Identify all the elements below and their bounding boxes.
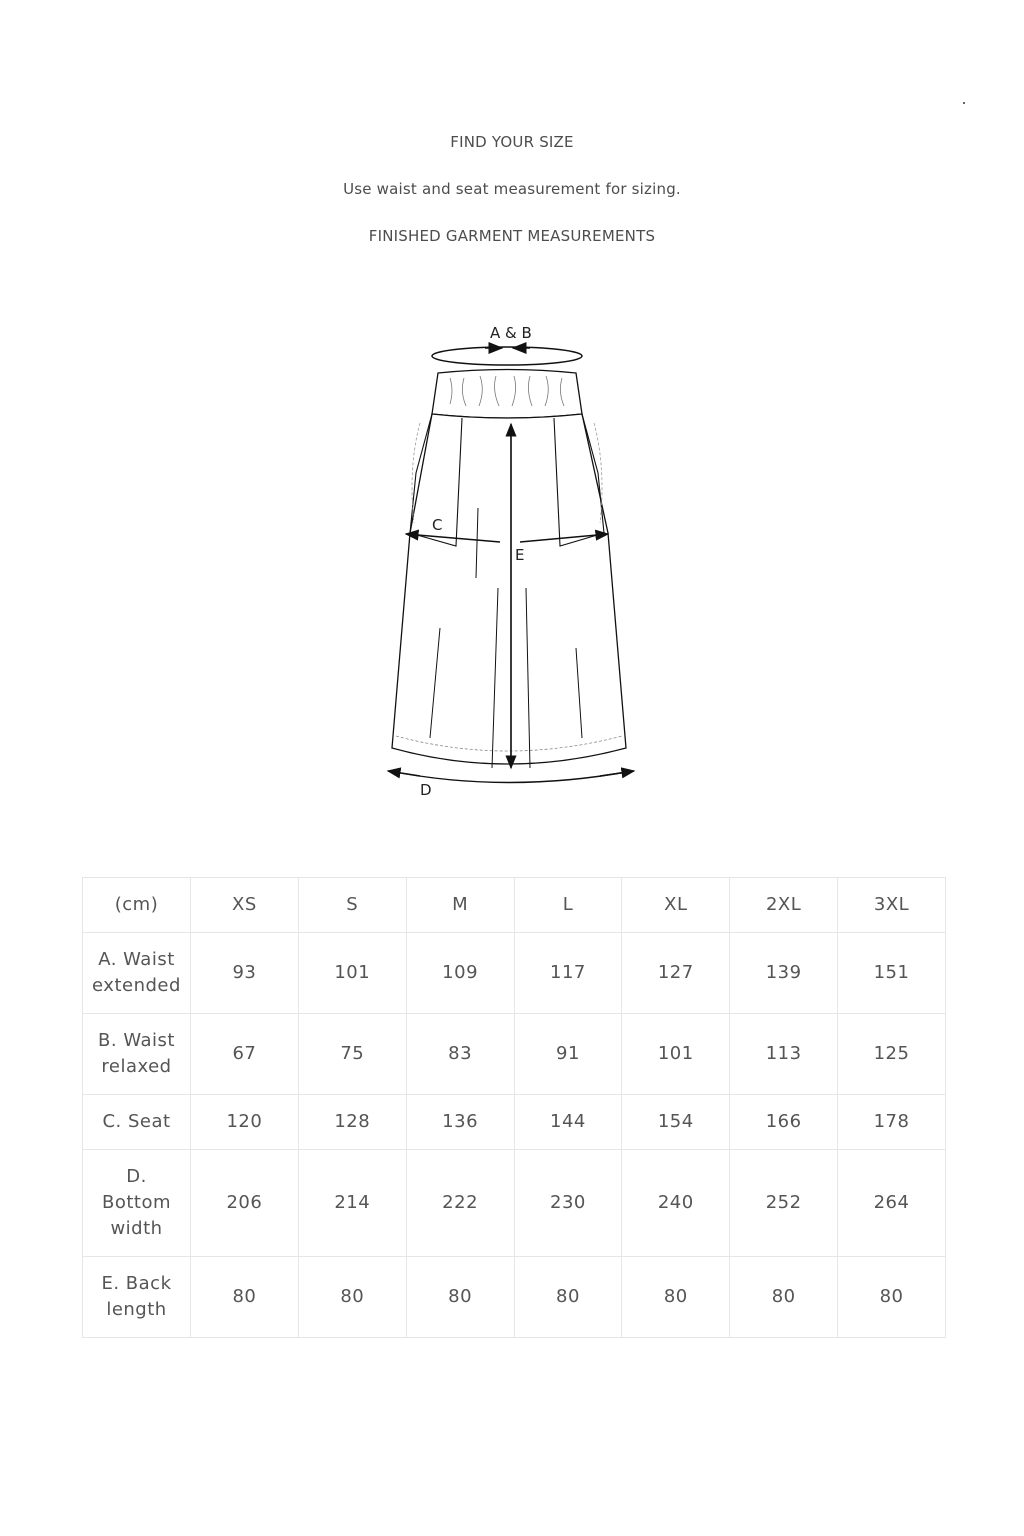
size-chart-table [82, 877, 946, 1338]
label-ab: A & B [490, 324, 532, 342]
table-cell: 80 [730, 1257, 838, 1338]
table-row [83, 1014, 946, 1095]
table-cell: 128 [298, 1095, 406, 1150]
table-cell: 117 [514, 933, 622, 1014]
table-cell: 101 [622, 1014, 730, 1095]
table-cell: 151 [838, 933, 946, 1014]
row-label: D. Bottom width [83, 1150, 191, 1257]
skirt-diagram [380, 318, 650, 818]
table-cell: 125 [838, 1014, 946, 1095]
size-header-xl: XL [622, 878, 730, 933]
skirt-body [392, 414, 626, 764]
stray-dot [963, 102, 965, 104]
table-cell: 80 [406, 1257, 514, 1338]
size-header-l: L [514, 878, 622, 933]
size-header-m: M [406, 878, 514, 933]
bottom-arrow-left [388, 771, 420, 776]
table-cell: 75 [298, 1014, 406, 1095]
row-label: E. Back length [83, 1257, 191, 1338]
bottom-arrow-right [600, 771, 634, 776]
table-cell: 113 [730, 1014, 838, 1095]
label-d: D [420, 781, 432, 799]
table-cell: 83 [406, 1014, 514, 1095]
table-row [83, 1257, 946, 1338]
waistband [432, 370, 582, 419]
table-cell: 144 [514, 1095, 622, 1150]
table-cell: 80 [191, 1257, 299, 1338]
page-title: FIND YOUR SIZE [450, 133, 574, 151]
size-header-3xl: 3XL [838, 878, 946, 933]
table-cell: 178 [838, 1095, 946, 1150]
table-cell: 222 [406, 1150, 514, 1257]
skirt-illustration [380, 318, 650, 818]
table-row [83, 933, 946, 1014]
table-cell: 240 [622, 1150, 730, 1257]
table-cell: 80 [298, 1257, 406, 1338]
unit-header: (cm) [83, 878, 191, 933]
waist-ellipse [432, 347, 582, 365]
table-row [83, 1095, 946, 1150]
table-row [83, 1150, 946, 1257]
row-label: A. Waist extended [83, 933, 191, 1014]
table-cell: 93 [191, 933, 299, 1014]
table-cell: 166 [730, 1095, 838, 1150]
table-cell: 136 [406, 1095, 514, 1150]
table-cell: 67 [191, 1014, 299, 1095]
table-cell: 120 [191, 1095, 299, 1150]
size-header-s: S [298, 878, 406, 933]
table-cell: 101 [298, 933, 406, 1014]
label-c: C [432, 516, 443, 534]
table-cell: 252 [730, 1150, 838, 1257]
table-header-row [83, 878, 946, 933]
table-cell: 154 [622, 1095, 730, 1150]
table-cell: 264 [838, 1150, 946, 1257]
table-cell: 127 [622, 933, 730, 1014]
table-cell: 109 [406, 933, 514, 1014]
table-cell: 230 [514, 1150, 622, 1257]
table-cell: 139 [730, 933, 838, 1014]
table-cell: 214 [298, 1150, 406, 1257]
size-header-2xl: 2XL [730, 878, 838, 933]
table-cell: 91 [514, 1014, 622, 1095]
row-label: B. Waist relaxed [83, 1014, 191, 1095]
table-cell: 80 [514, 1257, 622, 1338]
size-header-xs: XS [191, 878, 299, 933]
sizing-note: Use waist and seat measurement for sizing. [343, 180, 681, 198]
table-cell: 80 [622, 1257, 730, 1338]
table-cell: 206 [191, 1150, 299, 1257]
section-title: FINISHED GARMENT MEASUREMENTS [368, 227, 656, 245]
row-label: C. Seat [83, 1095, 191, 1150]
table-cell: 80 [838, 1257, 946, 1338]
label-e: E [515, 546, 525, 564]
